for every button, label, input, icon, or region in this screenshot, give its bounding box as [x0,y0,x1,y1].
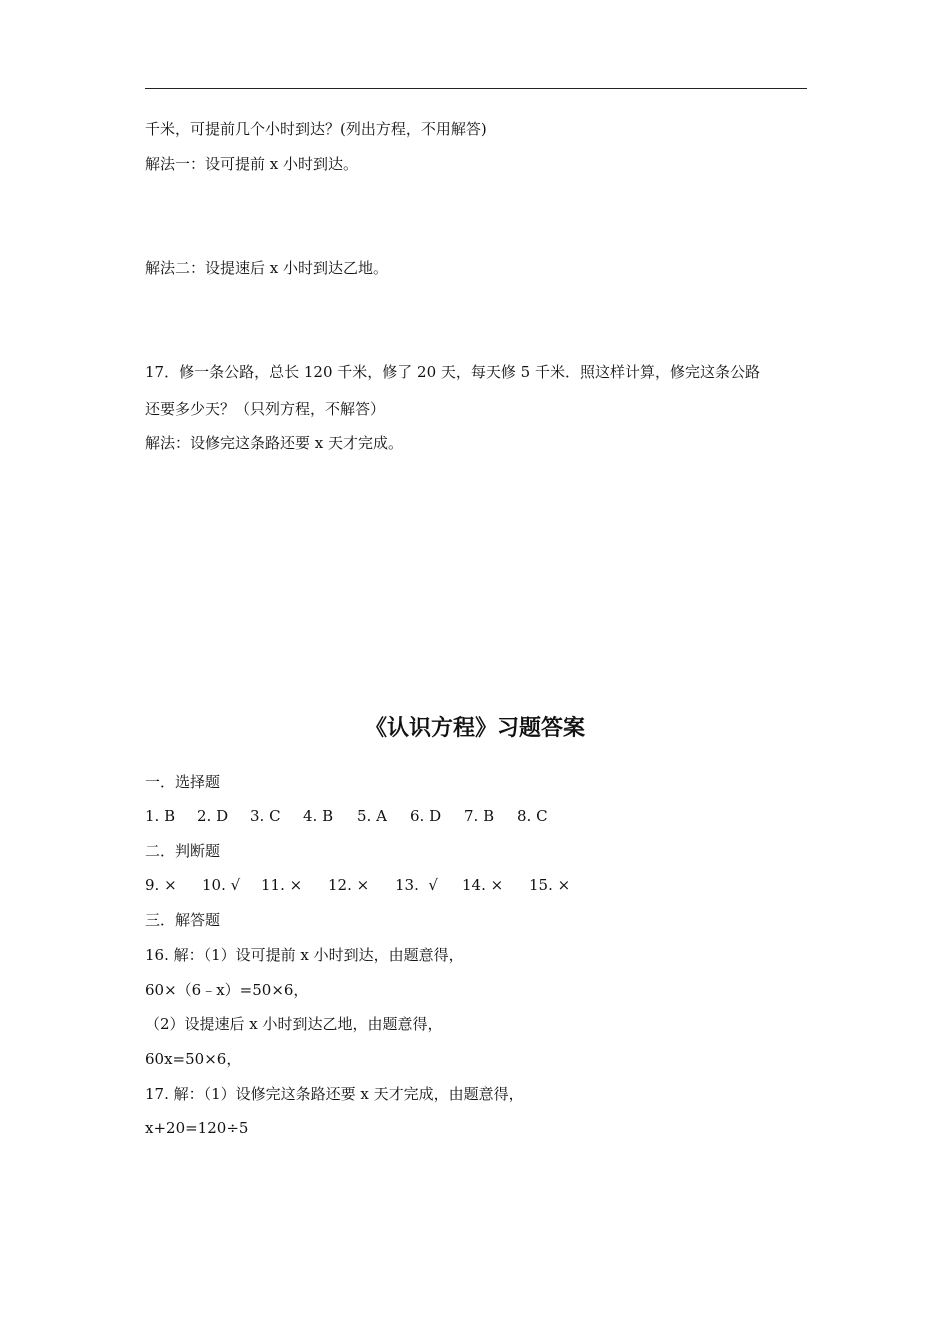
choice-answer: 4. B [303,807,334,825]
section-solve-heading: 三．解答题 [145,911,221,929]
problem-17-text-line-2: 还要多少天？（只列方程，不解答） [145,400,386,418]
choice-answer: 1. B [145,807,176,825]
solution-16-line-3: （2）设提速后 x 小时到达乙地，由题意得， [145,1015,443,1033]
problem-16-method-2: 解法二：设提速后 x 小时到达乙地。 [145,259,388,277]
solution-17-line-1: 17. 解：（1）设修完这条路还要 x 天才完成，由题意得， [145,1085,524,1103]
solution-16-line-1: 16. 解：（1）设可提前 x 小时到达，由题意得， [145,946,464,964]
judge-answer: 10. √ [202,876,241,894]
choice-answer: 5. A [357,807,387,825]
problem-17-method: 解法：设修完这条路还要 x 天才完成。 [145,434,403,452]
choice-answer: 8. C [517,807,548,825]
section-choice-heading: 一．选择题 [145,773,221,791]
judge-answer: 13. √ [395,876,438,894]
judge-answer: 11. × [261,876,303,894]
judge-answer: 12. × [328,876,370,894]
answers-title: 《认识方程》习题答案 [364,716,585,741]
choice-answer: 2. D [197,807,229,825]
judge-answer: 9. × [145,876,177,894]
solution-16-line-2: 60×（6﹣x）=50×6， [145,981,309,999]
choice-answer: 7. B [464,807,495,825]
solution-17-line-2: x+20=120÷5 [145,1119,249,1137]
judge-answer: 14. × [462,876,504,894]
solution-16-line-4: 60x=50×6， [145,1050,242,1068]
judge-answer: 15. × [529,876,571,894]
choice-answer: 6. D [410,807,442,825]
header-rule [145,88,807,89]
choice-answer: 3. C [250,807,281,825]
problem-17-text-line-1: 17．修一条公路，总长 120 千米，修了 20 天，每天修 5 千米．照这样计算，修完这条公路 [145,363,760,381]
problem-16-method-1: 解法一：设可提前 x 小时到达。 [145,155,358,173]
problem-16-text-end: 千米，可提前几个小时到达？(列出方程，不用解答) [145,120,487,138]
section-judge-heading: 二．判断题 [145,842,221,860]
